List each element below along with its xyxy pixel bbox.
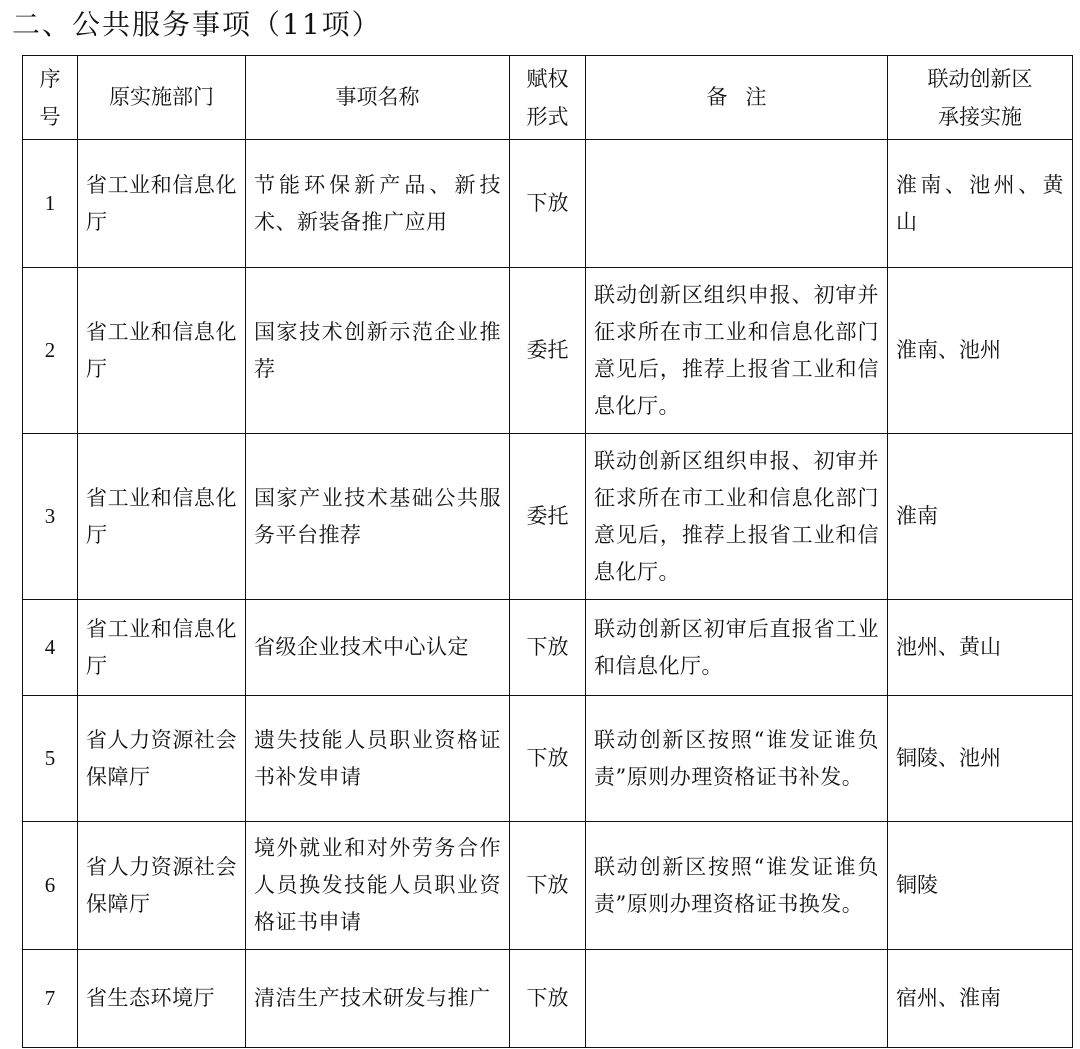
row-dept: 省人力资源社会保障厅 — [78, 696, 246, 822]
section-title: 二、公共服务事项（11项） — [12, 8, 382, 41]
table-header-row — [23, 56, 1073, 140]
row-seq: 6 — [23, 822, 78, 950]
row-region: 淮南 — [888, 434, 1073, 600]
row-name: 节能环保新产品、新技术、新装备推广应用 — [246, 140, 510, 268]
row-form: 委托 — [510, 434, 586, 600]
row-region: 铜陵、池州 — [888, 696, 1073, 822]
row-note: 联动创新区按照“谁发证谁负责”原则办理资格证书换发。 — [586, 822, 888, 950]
row-dept: 省工业和信息化厅 — [78, 268, 246, 434]
row-seq: 5 — [23, 696, 78, 822]
header-region-line2: 承接实施 — [938, 104, 1022, 129]
row-dept: 省工业和信息化厅 — [78, 140, 246, 268]
table-row — [23, 696, 1073, 822]
header-form-line1: 赋权 — [526, 66, 569, 91]
row-seq: 7 — [23, 950, 78, 1048]
header-seq-line1: 序 — [39, 66, 61, 91]
row-name: 国家技术创新示范企业推荐 — [246, 268, 510, 434]
row-name: 境外就业和对外劳务合作人员换发技能人员职业资格证书申请 — [246, 822, 510, 950]
header-form-line2: 形式 — [526, 104, 569, 129]
header-seq-line2: 号 — [39, 104, 61, 129]
header-region-line1: 联动创新区 — [927, 66, 1033, 91]
row-note: 联动创新区按照“谁发证谁负责”原则办理资格证书补发。 — [586, 696, 888, 822]
table-row — [23, 950, 1073, 1048]
row-form: 下放 — [510, 696, 586, 822]
header-form — [510, 56, 586, 140]
row-name: 省级企业技术中心认定 — [246, 600, 510, 696]
row-form: 下放 — [510, 822, 586, 950]
row-name: 清洁生产技术研发与推广 — [246, 950, 510, 1048]
row-note: 联动创新区组织申报、初审并征求所在市工业和信息化部门意见后，推荐上报省工业和信息化厅。 — [586, 268, 888, 434]
row-region: 铜陵 — [888, 822, 1073, 950]
header-dept: 原实施部门 — [78, 56, 246, 140]
row-seq: 3 — [23, 434, 78, 600]
row-note — [586, 950, 888, 1048]
row-note: 联动创新区组织申报、初审并征求所在市工业和信息化部门意见后，推荐上报省工业和信息化厅。 — [586, 434, 888, 600]
row-seq: 4 — [23, 600, 78, 696]
header-region — [888, 56, 1073, 140]
row-dept: 省人力资源社会保障厅 — [78, 822, 246, 950]
row-region: 池州、黄山 — [888, 600, 1073, 696]
table-row — [23, 600, 1073, 696]
table-row — [23, 434, 1073, 600]
row-seq: 1 — [23, 140, 78, 268]
public-service-table — [22, 55, 1073, 1048]
row-dept: 省工业和信息化厅 — [78, 434, 246, 600]
row-dept: 省工业和信息化厅 — [78, 600, 246, 696]
header-note-label: 备注 — [706, 85, 785, 109]
row-form: 委托 — [510, 268, 586, 434]
row-name: 国家产业技术基础公共服务平台推荐 — [246, 434, 510, 600]
row-seq: 2 — [23, 268, 78, 434]
row-note: 联动创新区初审后直报省工业和信息化厅。 — [586, 600, 888, 696]
row-dept: 省生态环境厅 — [78, 950, 246, 1048]
row-form: 下放 — [510, 140, 586, 268]
table-row — [23, 268, 1073, 434]
row-note — [586, 140, 888, 268]
row-name: 遗失技能人员职业资格证书补发申请 — [246, 696, 510, 822]
row-region: 淮南、池州 — [888, 268, 1073, 434]
header-seq — [23, 56, 78, 140]
row-form: 下放 — [510, 600, 586, 696]
table-row — [23, 140, 1073, 268]
row-region: 淮南、池州、黄山 — [888, 140, 1073, 268]
row-region: 宿州、淮南 — [888, 950, 1073, 1048]
row-form: 下放 — [510, 950, 586, 1048]
table-row — [23, 822, 1073, 950]
header-name: 事项名称 — [246, 56, 510, 140]
header-note — [586, 56, 888, 140]
